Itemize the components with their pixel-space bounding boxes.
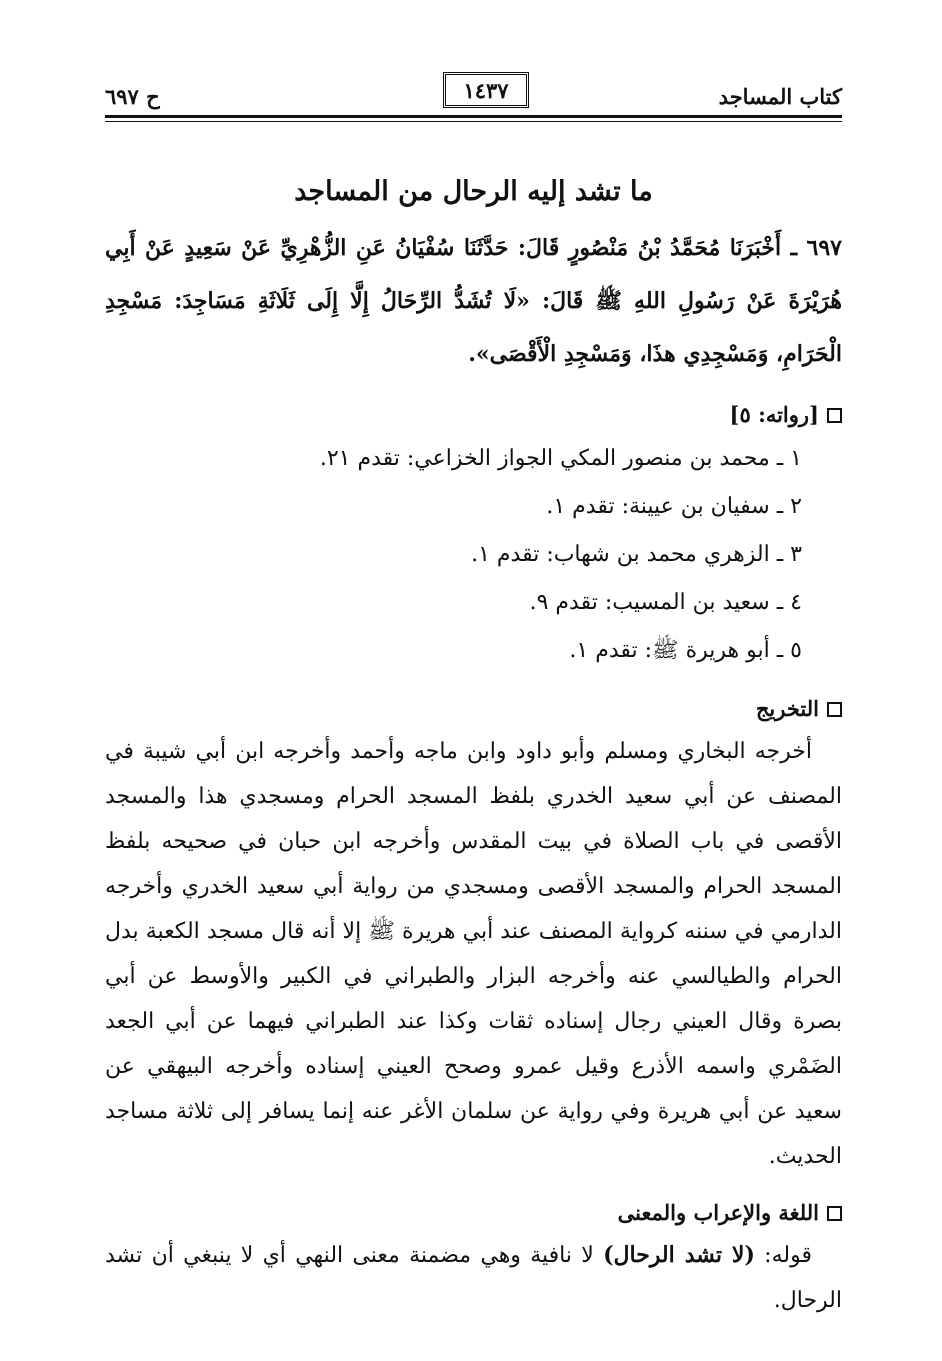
hadith-reference: ح ٦٩٧ [105, 84, 160, 109]
lugha-heading-label: اللغة والإعراب والمعنى [617, 1200, 819, 1225]
narrators-heading [105, 395, 842, 435]
hadith-text: ٦٩٧ ـ أَخْبَرَنَا مُحَمَّدُ بْنُ مَنْصُورٍ قَالَ: حَدَّثَنَا سُفْيَانُ عَنِ الزُّهْرِيِّ عَنْ سَعِيدٍ عَنْ أَبِي هُرَيْرَةَ عَنْ رَسُولِ اللهِ ﷺ قَالَ: «لَا تُشَدُّ الرِّحَالُ إِلَّا إِلَى ثَلَاثَةِ مَسَاجِدَ: مَسْجِدِ الْحَرَامِ، وَمَسْجِدِي هذَا، وَمَسْجِدِ الْأَقْصَى». [105, 235, 842, 367]
header-rule [105, 115, 842, 118]
square-bullet-icon [827, 702, 842, 717]
takhrij-heading [105, 689, 842, 729]
page-number: ١٤٣٧ [463, 77, 509, 103]
square-bullet-icon [827, 1206, 842, 1221]
chapter-title: ما تشد إليه الرحال من المساجد [294, 176, 653, 207]
page-header [105, 70, 842, 114]
narrators-heading-label: [رواته: ٥] [729, 402, 819, 427]
page-content [105, 160, 842, 1323]
narrator-item: ٢ ـ سفيان بن عيينة: تقدم ١. [546, 494, 802, 519]
lugha-paragraph [105, 1233, 842, 1323]
takhrij-paragraph: أخرجه البخاري ومسلم وأبو داود وابن ماجه وأحمد وأخرجه ابن أبي شيبة في المصنف عن أبي سعيد الخدري بلفظ المسجد الحرام ومسجدي هذا والمسجد الأقصى في باب الصلاة في بيت المقدس وأخرجه ابن حبان في صحيحه بلفظ المسجد الحرام والمسجد الأقصى ومسجدي من رواية أبي سعيد الخدري وأخرجه الدارمي في سننه كرواية المصنف عند أبي هريرة ﷺ إلا أنه قال مسجد الكعبة بدل الحرام والطيالسي عنه وأخرجه البزار والطبراني في الكبير والأوسط عن أبي بصرة وقال العيني رجال إسناده ثقات وكذا عند الطبراني فيهما عن أبي الجعد الضَمْري واسمه الأذرع وقيل عمرو وصحح العيني إسناده وأخرجه البيهقي عن سعيد عن أبي هريرة وفي رواية عن سلمان الأغر عنه إنما يسافر إلى ثلاثة مساجد الحديث. [105, 739, 842, 1169]
narrator-item: ٣ ـ الزهري محمد بن شهاب: تقدم ١. [471, 542, 802, 567]
header-rule-thin [105, 121, 842, 122]
lugha-explanation: لا نافية وهي مضمنة معنى النهي أي لا ينبغي أن تشد الرحال. [105, 1243, 842, 1313]
square-bullet-icon [827, 408, 842, 423]
lugha-quoted-phrase: (لا تشد الرحال) [603, 1242, 755, 1268]
narrator-list [105, 435, 842, 675]
lugha-heading [105, 1193, 842, 1233]
narrator-item: ١ ـ محمد بن منصور المكي الجواز الخزاعي: تقدم ٢١. [319, 446, 802, 471]
narrator-item: ٥ ـ أبو هريرة ﷺ: تقدم ١. [569, 638, 802, 663]
running-chapter-title: كتاب المساجد [718, 84, 842, 109]
takhrij-heading-label: التخريج [755, 696, 819, 721]
page-number-box [443, 72, 529, 108]
lugha-prefix: قوله: [754, 1243, 812, 1268]
narrator-item: ٤ ـ سعيد بن المسيب: تقدم ٩. [529, 590, 802, 615]
